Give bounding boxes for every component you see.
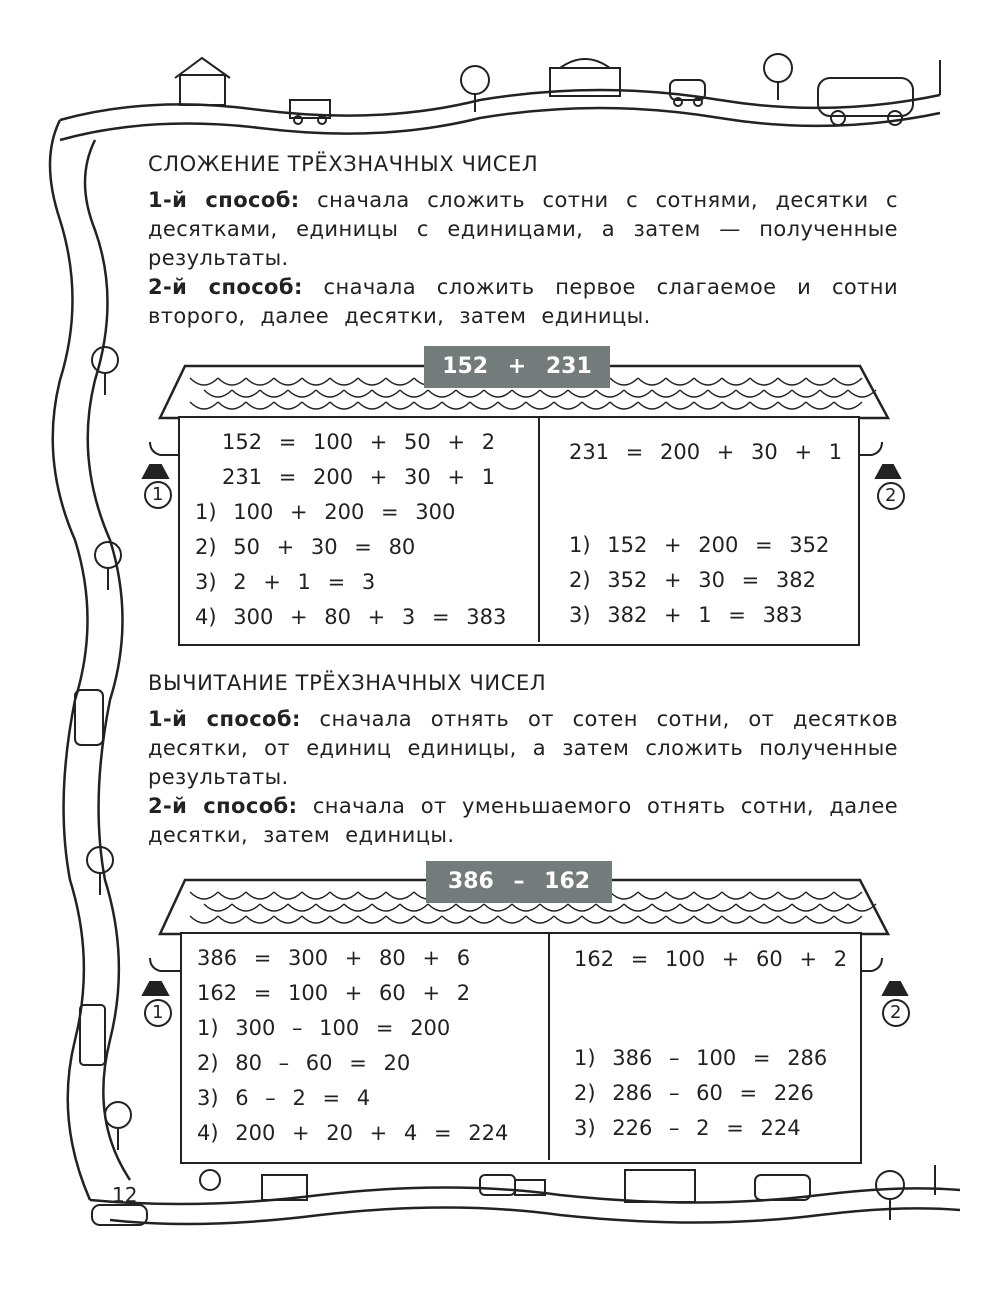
roof-scale <box>750 892 778 899</box>
roof-scale <box>722 892 750 899</box>
roof-scale <box>316 904 344 911</box>
left-line: 2) 80 – 60 = 20 <box>197 1051 411 1075</box>
roof-scale <box>610 378 638 385</box>
lamp-number-left: 1 <box>152 1002 164 1023</box>
roof-scale <box>498 402 526 409</box>
addition-left-column <box>195 425 506 635</box>
left-line: 231 = 200 + 30 + 1 <box>222 465 496 489</box>
right-line: 1) 152 + 200 = 352 <box>569 533 830 557</box>
roof-scale <box>400 904 428 911</box>
roof-scale <box>582 916 610 923</box>
roof-scale <box>484 390 512 397</box>
roof-scale <box>246 402 274 409</box>
roof-scale <box>722 402 750 409</box>
method-1-label: 1-й способ: <box>148 707 301 731</box>
lamp-number-left: 1 <box>152 484 164 505</box>
roof-scale <box>666 916 694 923</box>
roof-scale <box>218 402 246 409</box>
roof-scale <box>582 402 610 409</box>
addition-right-top: 231 = 200 + 30 + 1 <box>569 440 843 464</box>
roof-scale <box>568 390 596 397</box>
roof-scale <box>834 892 862 899</box>
left-line: 1) 100 + 200 = 300 <box>195 500 456 524</box>
roof-scale <box>638 378 666 385</box>
roof-scale <box>596 390 624 397</box>
roof-scale <box>414 916 442 923</box>
roof-scale <box>386 378 414 385</box>
roof-scale <box>778 916 806 923</box>
roof-scale <box>820 390 848 397</box>
right-line: 3) 226 – 2 = 224 <box>574 1116 801 1140</box>
addition-right-steps <box>569 528 829 633</box>
addition-methods <box>148 186 898 331</box>
roof-scale <box>302 378 330 385</box>
roof-scale <box>610 916 638 923</box>
left-line: 4) 300 + 80 + 3 = 383 <box>195 605 507 629</box>
roof-scale <box>442 402 470 409</box>
roof-scale <box>386 402 414 409</box>
roof-scale <box>792 904 820 911</box>
addition-example-badge: 152 + 231 <box>424 346 610 388</box>
subtraction-right-steps <box>574 1041 827 1146</box>
roof-scale <box>274 916 302 923</box>
subtraction-methods <box>148 705 898 850</box>
roof-scale <box>540 390 568 397</box>
roof-scale <box>526 402 554 409</box>
subtraction-heading: ВЫЧИТАНИЕ ТРЁХЗНАЧНЫХ ЧИСЕЛ <box>148 671 547 695</box>
method-1-text: сначала отнять от сотен сотни, от десятков десятки, от единиц единицы, а затем сложить полученные результаты. <box>148 707 899 789</box>
roof-scale <box>302 916 330 923</box>
roof-scale <box>792 390 820 397</box>
roof-scale <box>694 892 722 899</box>
subtraction-left-column <box>197 941 508 1151</box>
roof-scale <box>330 378 358 385</box>
roof-scale <box>470 916 498 923</box>
roof-scale <box>666 378 694 385</box>
addition-method-1 <box>148 186 898 273</box>
lamp-number-right: 2 <box>890 1002 902 1023</box>
roof-scale <box>260 390 288 397</box>
roof-scale <box>764 390 792 397</box>
roof-scale <box>624 390 652 397</box>
roof-scale <box>330 916 358 923</box>
roof-scale <box>316 390 344 397</box>
roof-scale <box>708 904 736 911</box>
left-line: 1) 300 – 100 = 200 <box>197 1016 451 1040</box>
left-line: 152 = 100 + 50 + 2 <box>222 430 496 454</box>
roof-scale <box>288 390 316 397</box>
roof-scale <box>610 402 638 409</box>
roof-scale <box>358 402 386 409</box>
roof-scale <box>470 402 498 409</box>
roof-scale <box>484 904 512 911</box>
left-line: 4) 200 + 20 + 4 = 224 <box>197 1121 509 1145</box>
roof-scale <box>204 390 232 397</box>
roof-scale <box>386 892 414 899</box>
roof-scale <box>288 904 316 911</box>
roof-scale <box>246 916 274 923</box>
roof-scale <box>708 390 736 397</box>
subtraction-method-2 <box>148 792 898 850</box>
roof-scale <box>750 916 778 923</box>
right-line: 1) 386 – 100 = 286 <box>574 1046 828 1070</box>
method-1-label: 1-й способ: <box>148 188 300 212</box>
left-line: 3) 2 + 1 = 3 <box>195 570 376 594</box>
right-line: 2) 286 – 60 = 226 <box>574 1081 814 1105</box>
roof-scale <box>806 916 834 923</box>
roof-scale <box>414 402 442 409</box>
roof-scale <box>666 892 694 899</box>
roof-scale <box>652 904 680 911</box>
addition-heading: СЛОЖЕНИЕ ТРЁХЗНАЧНЫХ ЧИСЕЛ <box>148 152 539 176</box>
roof-scale <box>834 378 862 385</box>
roof-scale <box>540 904 568 911</box>
roof-scale <box>302 402 330 409</box>
method-2-text: сначала от уменьшаемого отнять сотни, далее десятки, затем единицы. <box>148 794 899 847</box>
subtraction-method-1 <box>148 705 898 792</box>
roof-scale <box>694 916 722 923</box>
roof-scale <box>232 904 260 911</box>
roof-scale <box>722 916 750 923</box>
roof-scale <box>456 904 484 911</box>
roof-scale <box>512 390 540 397</box>
roof-scale <box>358 378 386 385</box>
roof-scale <box>218 892 246 899</box>
roof-scale <box>344 904 372 911</box>
roof-scale <box>806 402 834 409</box>
right-line: 2) 352 + 30 = 382 <box>569 568 817 592</box>
roof-scale <box>442 916 470 923</box>
roof-scale <box>680 390 708 397</box>
lamp-number-right: 2 <box>885 485 897 506</box>
roof-scale <box>848 390 876 397</box>
roof-scale <box>764 904 792 911</box>
left-line: 386 = 300 + 80 + 6 <box>197 946 471 970</box>
roof-scale <box>372 904 400 911</box>
method-2-label: 2-й способ: <box>148 794 298 818</box>
method-2-text: сначала сложить первое слагаемое и сотни второго, далее десятки, затем единицы. <box>148 275 898 328</box>
right-line: 3) 382 + 1 = 383 <box>569 603 803 627</box>
method-1-text: сначала сложить сотни с сотнями, десятки с десятками, единицы с единицами, а затем — полученные результаты. <box>148 188 898 270</box>
roof-scale <box>568 904 596 911</box>
roof-scale <box>820 904 848 911</box>
left-line: 2) 50 + 30 = 80 <box>195 535 416 559</box>
roof-scale <box>680 904 708 911</box>
subtraction-divider <box>548 934 550 1160</box>
roof-scale <box>372 390 400 397</box>
roof-scale <box>400 390 428 397</box>
roof-scale <box>358 916 386 923</box>
roof-scale <box>190 402 218 409</box>
roof-scale <box>736 390 764 397</box>
roof-scale <box>330 402 358 409</box>
roof-scale <box>512 904 540 911</box>
roof-scale <box>302 892 330 899</box>
roof-scale <box>554 402 582 409</box>
roof-scale <box>386 916 414 923</box>
roof-scale <box>274 892 302 899</box>
roof-scale <box>526 916 554 923</box>
roof-scale <box>694 402 722 409</box>
roof-scale <box>834 916 862 923</box>
roof-scale <box>344 390 372 397</box>
roof-scale <box>218 916 246 923</box>
roof-scale <box>778 402 806 409</box>
roof-scale <box>260 904 288 911</box>
roof-scale <box>232 390 260 397</box>
roof-scale <box>778 378 806 385</box>
subtraction-example-badge: 386 – 162 <box>426 861 612 903</box>
roof-scale <box>750 378 778 385</box>
roof-scale <box>638 402 666 409</box>
roof-scale <box>806 378 834 385</box>
roof-scale <box>806 892 834 899</box>
roof-scale <box>190 916 218 923</box>
addition-method-2 <box>148 273 898 331</box>
roof-scale <box>358 892 386 899</box>
roof-scale <box>624 904 652 911</box>
roof-scale <box>778 892 806 899</box>
roof-scale <box>428 904 456 911</box>
subtraction-right-top: 162 = 100 + 60 + 2 <box>574 947 848 971</box>
left-line: 3) 6 – 2 = 4 <box>197 1086 371 1110</box>
roof-scale <box>596 904 624 911</box>
addition-divider <box>538 418 540 642</box>
roof-scale <box>204 904 232 911</box>
left-line: 162 = 100 + 60 + 2 <box>197 981 471 1005</box>
roof-scale <box>666 402 694 409</box>
roof-scale <box>694 378 722 385</box>
roof-scale <box>652 390 680 397</box>
roof-scale <box>428 390 456 397</box>
roof-scale <box>834 402 862 409</box>
roof-scale <box>750 402 778 409</box>
roof-scale <box>736 904 764 911</box>
roof-scale <box>722 378 750 385</box>
roof-scale <box>554 916 582 923</box>
roof-scale <box>190 378 218 385</box>
roof-scale <box>456 390 484 397</box>
roof-scale <box>274 402 302 409</box>
page-number: 12 <box>112 1183 138 1207</box>
roof-scale <box>218 378 246 385</box>
method-2-label: 2-й способ: <box>148 275 303 299</box>
roof-scale <box>246 378 274 385</box>
roof-scale <box>190 892 218 899</box>
roof-scale <box>638 892 666 899</box>
roof-scale <box>610 892 638 899</box>
roof-scale <box>330 892 358 899</box>
roof-scale <box>638 916 666 923</box>
roof-scale <box>246 892 274 899</box>
roof-scale <box>274 378 302 385</box>
roof-scale <box>498 916 526 923</box>
